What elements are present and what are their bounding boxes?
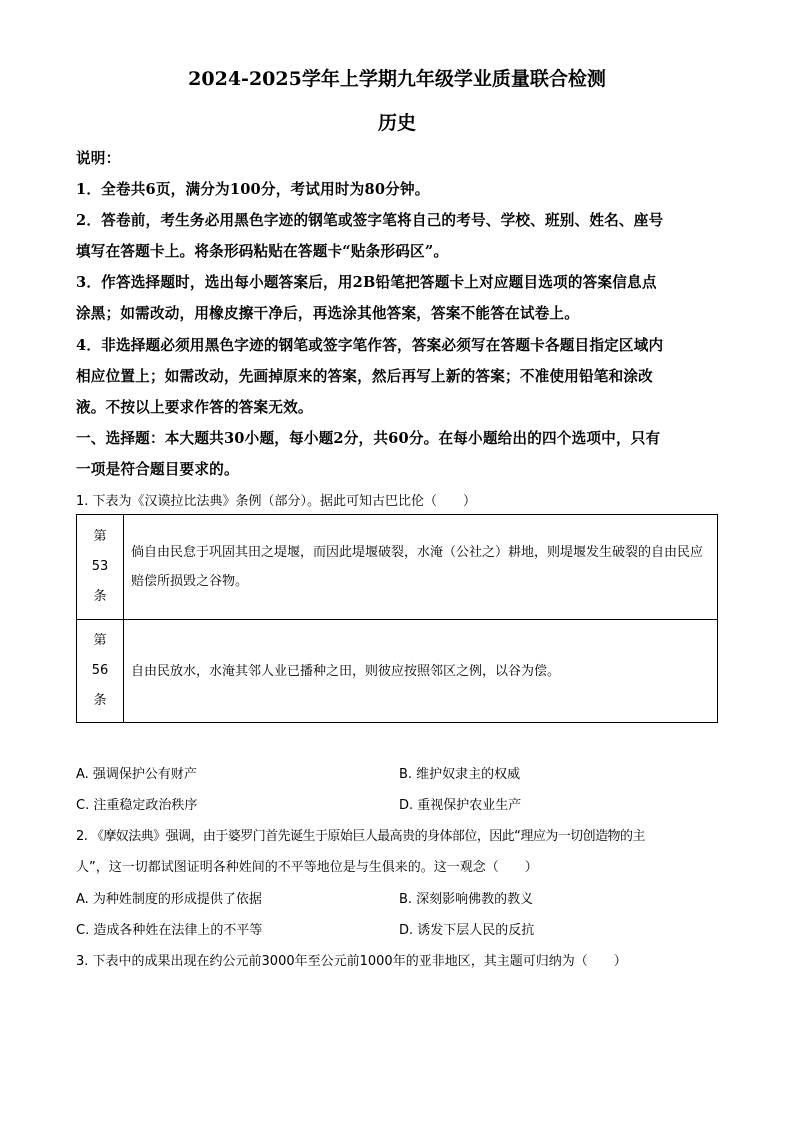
exam-subject: 历史 <box>377 112 416 134</box>
instruction-line: 2．答卷前，考生务必用黑色字迹的钢笔或签字笔将自己的考号、学校、班别、姓名、座号 <box>76 212 664 229</box>
exam-title: 2024-2025学年上学期九年级学业质量联合检测 <box>188 68 606 90</box>
q2-option-b: B. 深刻影响佛教的教义 <box>399 892 534 907</box>
instruction-line: 1．全卷共6页，满分为100分，考试用时为80分钟。 <box>76 181 430 198</box>
article-number-part: 条 <box>93 693 107 708</box>
q2-option-a: A. 为种姓制度的形成提供了依据 <box>76 892 262 907</box>
instruction-line: 涂黑；如需改动，用橡皮擦干净后，再选涂其他答案，答案不能答在试卷上。 <box>76 305 579 322</box>
article-text-cell: 倘自由民怠于巩固其田之堤堰，而因此堤堰破裂，水淹（公社之）耕地，则堤堰发生破裂的自由民应赔偿所损毁之谷物。 <box>124 515 718 620</box>
table-row <box>77 620 718 723</box>
q1-option-d: D. 重视保护农业生产 <box>399 798 522 813</box>
article-number-cell <box>77 515 124 620</box>
instruction-line: 液。不按以上要求作答的答案无效。 <box>76 399 313 416</box>
article-number-part: 53 <box>91 559 109 574</box>
question-2-stem-cont: 人”，这一切都试图证明各种姓间的不平等地位是与生俱来的。这一观念（ ） <box>76 860 538 875</box>
q2-option-d: D. 诱发下层人民的反抗 <box>399 923 535 938</box>
article-number-cell <box>77 620 124 723</box>
question-1-stem: 1. 下表为《汉谟拉比法典》条例（部分）。据此可知古巴比伦（ ） <box>76 494 477 509</box>
instruction-line: 4．非选择题必须用黑色字迹的钢笔或签字笔作答，答案必须写在答题卡各题目指定区域内 <box>76 337 664 354</box>
q1-option-c: C. 注重稳定政治秩序 <box>76 798 198 813</box>
article-number-part: 第 <box>93 529 107 544</box>
law-table <box>76 514 718 723</box>
article-text-cell: 自由民放水，水淹其邻人业已播种之田，则彼应按照邻区之例，以谷为偿。 <box>124 620 718 723</box>
section-heading: 一、选择题：本大题共30小题，每小题2分，共60分。在每小题给出的四个选项中，只有 <box>76 430 661 447</box>
article-number-part: 第 <box>93 633 107 648</box>
instruction-line: 相应位置上；如需改动，先画掉原来的答案，然后再写上新的答案；不准使用铅笔和涂改 <box>76 368 653 385</box>
section-heading-cont: 一项是符合题目要求的。 <box>76 461 239 478</box>
table-row <box>77 515 718 620</box>
instruction-line: 3．作答选择题时，选出每小题答案后，用2B铅笔把答题卡上对应题目选项的答案信息点 <box>76 274 657 291</box>
q2-option-c: C. 造成各种姓在法律上的不平等 <box>76 923 263 938</box>
question-3-stem: 3. 下表中的成果出现在约公元前3000年至公元前1000年的亚非地区，其主题可归纳为（ ） <box>76 954 627 969</box>
instructions-heading: 说明： <box>76 150 121 167</box>
article-number-part: 56 <box>91 663 109 678</box>
instruction-line: 填写在答题卡上。将条形码粘贴在答题卡“贴条形码区”。 <box>76 243 449 260</box>
q1-option-b: B. 维护奴隶主的权威 <box>399 767 521 782</box>
article-number-part: 条 <box>93 589 107 604</box>
question-2-stem: 2. 《摩奴法典》强调，由于婆罗门首先诞生于原始巨人最高贵的身体部位，因此“理应为一切创造物的主 <box>76 829 645 844</box>
q1-option-a: A. 强调保护公有财产 <box>76 767 197 782</box>
